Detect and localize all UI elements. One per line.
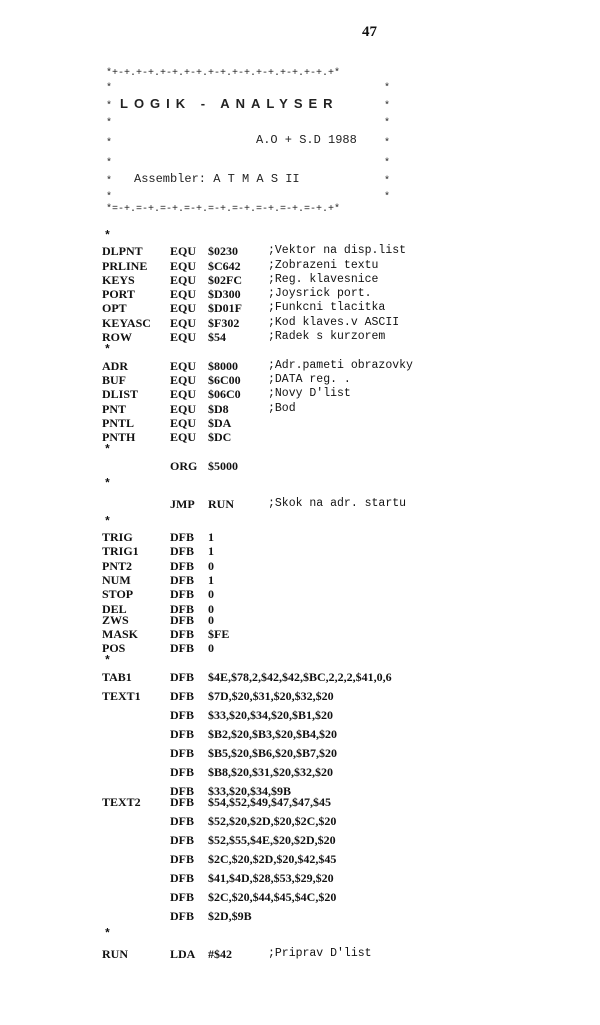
banner-side-star: *: [384, 176, 391, 187]
line-operand: $02FC: [208, 272, 242, 287]
banner-bottom-border: *=-+.=-+.=-+.=-+.=-+.=-+.=-+.=-+.=-+.+*: [106, 204, 341, 215]
listing-line: [102, 890, 582, 909]
listing-line: [102, 530, 582, 544]
listing-line: [102, 230, 582, 244]
listing-line: [102, 909, 582, 928]
banner-side-star: *: [106, 118, 113, 129]
comment-star: *: [104, 515, 111, 529]
line-operand: $2D,$9B: [208, 908, 252, 923]
line-comment: ;Radek s kurzorem: [268, 330, 386, 344]
listing-line: [102, 765, 582, 784]
line-opcode: JMP: [170, 496, 195, 511]
line-comment: ;Funkcni tlacitka: [268, 301, 386, 315]
listing-line: [102, 689, 582, 708]
listing-line: [102, 573, 582, 587]
line-opcode: DFB: [170, 530, 194, 545]
line-opcode: DFB: [170, 745, 194, 760]
listing-line: [102, 641, 582, 655]
banner-version: A.O + S.D 1988: [256, 133, 357, 147]
banner-top-border: *+-+.+-+.+-+.+-+.+-+.+-+.+-+.+-+.+-+.+*: [106, 68, 341, 79]
listing-line: [102, 301, 582, 315]
line-operand: $DA: [208, 415, 232, 430]
line-operand: $33,$20,$34,$9B: [208, 783, 292, 798]
line-operand: $B2,$20,$B3,$20,$B4,$20: [208, 726, 338, 741]
listing-line: [102, 430, 582, 444]
comment-star: *: [104, 655, 111, 669]
line-opcode: EQU: [170, 372, 197, 387]
line-opcode: EQU: [170, 287, 197, 302]
line-comment: ;Adr.pameti obrazovky: [268, 358, 413, 372]
line-label: POS: [102, 641, 126, 656]
line-label: TEXT2: [102, 794, 141, 809]
line-comment: ;Reg. klavesnice: [268, 272, 379, 286]
line-operand: $F302: [208, 315, 240, 330]
line-operand: $8000: [208, 358, 238, 373]
line-label: PNTH: [102, 430, 136, 445]
line-opcode: EQU: [170, 401, 197, 416]
listing-line: [102, 783, 582, 798]
line-label: RUN: [102, 946, 128, 961]
line-operand: $5000: [208, 458, 238, 473]
listing-line: [102, 795, 582, 814]
line-opcode: DFB: [170, 908, 194, 923]
line-operand: RUN: [208, 496, 234, 511]
banner-side-star: *: [384, 138, 391, 149]
line-label: STOP: [102, 587, 134, 602]
line-operand: $D300: [208, 287, 241, 302]
line-operand: $06C0: [208, 387, 241, 402]
line-label: PRLINE: [102, 258, 148, 273]
line-opcode: DFB: [170, 726, 194, 741]
line-operand: $B8,$20,$31,$20,$32,$20: [208, 764, 334, 779]
line-comment: ;Kod klaves.v ASCII: [268, 315, 400, 329]
line-comment: ;Vektor na disp.list: [268, 244, 407, 258]
listing-line: [102, 344, 582, 358]
line-operand: 0: [208, 641, 214, 656]
line-label: DLIST: [102, 387, 139, 402]
line-opcode: DFB: [170, 669, 194, 684]
line-operand: $0230: [208, 244, 238, 259]
listing-line: [102, 359, 582, 373]
title-banner: [106, 66, 406, 214]
listing-line: [102, 670, 582, 689]
line-label: BUF: [102, 372, 126, 387]
line-label: NUM: [102, 572, 131, 587]
line-operand: $52,$20,$2D,$20,$2C,$20: [208, 813, 337, 828]
line-operand: 0: [208, 587, 214, 602]
line-operand: 0: [208, 612, 214, 627]
line-opcode: EQU: [170, 272, 197, 287]
line-opcode: EQU: [170, 330, 197, 345]
listing-line: [102, 746, 582, 765]
banner-side-star: *: [106, 158, 113, 169]
line-opcode: DFB: [170, 544, 194, 559]
line-label: OPT: [102, 301, 127, 316]
line-opcode: DFB: [170, 626, 194, 641]
line-opcode: DFB: [170, 587, 194, 602]
line-operand: $52,$55,$4E,$20,$2D,$20: [208, 832, 336, 847]
line-label: DEL: [102, 601, 127, 616]
line-operand: $7D,$20,$31,$20,$32,$20: [208, 688, 334, 703]
line-operand: $6C00: [208, 372, 241, 387]
line-opcode: EQU: [170, 387, 197, 402]
line-operand: 0: [208, 601, 214, 616]
listing-line: [102, 871, 582, 890]
line-label: KEYS: [102, 272, 135, 287]
line-opcode: DFB: [170, 572, 194, 587]
line-operand: 0: [208, 558, 214, 573]
listing-line: [102, 814, 582, 833]
line-label: TEXT1: [102, 688, 141, 703]
banner-side-star: *: [384, 101, 391, 112]
line-operand: 1: [208, 544, 214, 559]
banner-side-star: *: [384, 118, 391, 129]
line-label: PNTL: [102, 415, 135, 430]
line-opcode: DFB: [170, 641, 194, 656]
banner-side-star: *: [106, 138, 113, 149]
banner-side-star: *: [384, 83, 391, 94]
comment-star: *: [104, 477, 111, 491]
line-comment: ;DATA reg. .: [268, 372, 351, 386]
line-opcode: ORG: [170, 458, 198, 473]
listing-line: [102, 947, 582, 961]
line-opcode: DFB: [170, 832, 194, 847]
line-opcode: DFB: [170, 688, 194, 703]
line-label: PORT: [102, 287, 135, 302]
listing-line: [102, 444, 582, 458]
line-opcode: EQU: [170, 301, 197, 316]
line-label: ADR: [102, 358, 128, 373]
line-operand: $FE: [208, 626, 230, 641]
line-opcode: EQU: [170, 415, 197, 430]
listing-line: [102, 833, 582, 852]
line-comment: ;Novy D'list: [268, 387, 351, 401]
line-operand: $41,$4D,$28,$53,$29,$20: [208, 870, 334, 885]
listing-line: [102, 287, 582, 301]
listing-line: [102, 373, 582, 387]
line-operand: $DC: [208, 430, 232, 445]
line-opcode: DFB: [170, 813, 194, 828]
listing-line: [102, 330, 582, 344]
listing-line: [102, 402, 582, 416]
line-label: PNT2: [102, 558, 132, 573]
line-opcode: LDA: [170, 946, 196, 961]
banner-side-star: *: [106, 83, 113, 94]
line-label: PNT: [102, 401, 126, 416]
line-operand: $54,$52,$49,$47,$47,$45: [208, 794, 331, 809]
listing-line: [102, 601, 582, 616]
listing-line: [102, 852, 582, 871]
line-label: ZWS: [102, 612, 129, 627]
line-opcode: DFB: [170, 601, 194, 616]
line-comment: ;Zobrazeni textu: [268, 258, 379, 272]
line-opcode: DFB: [170, 558, 194, 573]
page-number: 47: [362, 24, 377, 40]
assembly-listing: [102, 230, 582, 961]
banner-title: LOGIK - ANALYSER: [120, 96, 339, 111]
line-opcode: DFB: [170, 783, 194, 798]
line-label: MASK: [102, 626, 138, 641]
listing-line: [102, 587, 582, 601]
listing-line: [102, 478, 582, 497]
banner-assembler: Assembler: A T M A S II: [134, 172, 300, 186]
line-operand: $C642: [208, 258, 241, 273]
line-operand: $B5,$20,$B6,$20,$B7,$20: [208, 745, 338, 760]
banner-side-star: *: [106, 101, 113, 112]
listing-line: [102, 244, 582, 258]
line-opcode: DFB: [170, 870, 194, 885]
line-operand: $4E,$78,2,$42,$42,$BC,2,2,2,$41,0,6: [208, 669, 392, 684]
line-opcode: EQU: [170, 315, 197, 330]
line-opcode: EQU: [170, 430, 197, 445]
line-opcode: EQU: [170, 244, 197, 259]
listing-line: [102, 544, 582, 558]
comment-star: *: [104, 344, 111, 358]
line-opcode: DFB: [170, 764, 194, 779]
listing-line: [102, 316, 582, 330]
listing-line: [102, 259, 582, 273]
line-operand: $D8: [208, 401, 229, 416]
banner-side-star: *: [106, 192, 113, 203]
line-operand: $D01F: [208, 301, 242, 316]
line-opcode: DFB: [170, 851, 194, 866]
line-operand: $2C,$20,$2D,$20,$42,$45: [208, 851, 337, 866]
line-label: DLPNT: [102, 244, 143, 259]
line-comment: ;Joysrick port.: [268, 287, 372, 301]
comment-star: *: [104, 230, 111, 243]
comment-star: *: [104, 444, 111, 458]
line-operand: $33,$20,$34,$20,$B1,$20: [208, 707, 334, 722]
listing-line: [102, 627, 582, 641]
listing-line: [102, 416, 582, 430]
listing-line: [102, 613, 582, 627]
line-label: TAB1: [102, 669, 132, 684]
line-opcode: EQU: [170, 358, 197, 373]
listing-line: [102, 708, 582, 727]
line-operand: $2C,$20,$44,$45,$4C,$20: [208, 889, 337, 904]
line-label: ROW: [102, 330, 132, 345]
line-operand: 1: [208, 572, 214, 587]
line-label: KEYASC: [102, 315, 151, 330]
listing-line: [102, 516, 582, 530]
line-opcode: DFB: [170, 707, 194, 722]
listing-line: [102, 928, 582, 947]
listing-line: [102, 459, 582, 478]
banner-side-star: *: [384, 158, 391, 169]
listing-line: [102, 497, 582, 516]
line-comment: ;Priprav D'list: [268, 946, 372, 960]
listing-line: [102, 559, 582, 573]
listing-line: [102, 387, 582, 401]
listing-line: [102, 273, 582, 287]
comment-star: *: [104, 927, 111, 941]
line-opcode: DFB: [170, 794, 194, 809]
line-label: TRIG1: [102, 544, 139, 559]
line-operand: $54: [208, 330, 226, 345]
line-comment: ;Bod: [268, 401, 296, 415]
line-comment: ;Skok na adr. startu: [268, 496, 407, 510]
line-opcode: DFB: [170, 612, 194, 627]
line-label: TRIG: [102, 530, 133, 545]
banner-side-star: *: [384, 192, 391, 203]
line-opcode: EQU: [170, 258, 197, 273]
line-operand: #$42: [208, 946, 232, 961]
listing-line: [102, 727, 582, 746]
banner-side-star: *: [106, 176, 113, 187]
line-opcode: DFB: [170, 889, 194, 904]
listing-line: [102, 655, 582, 669]
line-operand: 1: [208, 530, 214, 545]
